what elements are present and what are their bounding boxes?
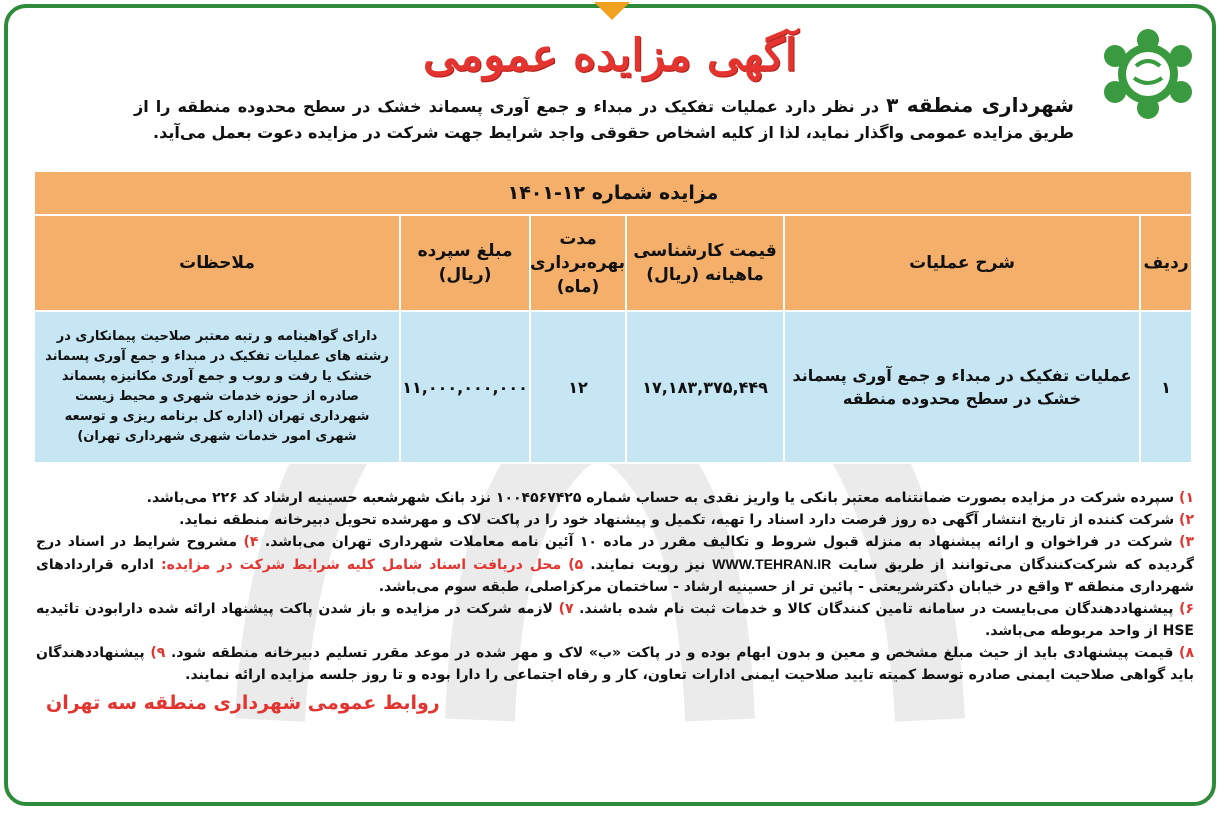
- condition-number: ۱): [1179, 490, 1194, 506]
- org-name: شهرداری منطقه ۳: [886, 93, 1075, 117]
- col-header-notes: ملاحظات: [34, 215, 400, 311]
- cell-index: ۱: [1140, 311, 1192, 463]
- tehran-municipality-logo-icon: [1088, 26, 1208, 122]
- condition-text: نیز رویت نمایند.: [590, 557, 706, 573]
- signature: روابط عمومی شهرداری منطقه سه تهران: [46, 692, 440, 714]
- condition-number: ۳): [1179, 534, 1195, 550]
- condition-text: شرکت کننده از تاریخ انتشار آگهی ده روز فرصت دارد اسناد را تهیه، تکمیل و پیشنهاد خود را در پاکت لاک و مهرشده تحویل دبیرخانه منطقه نماید.: [179, 512, 1175, 528]
- condition-text: لازمه شرکت در مزایده و باز شدن پاکت پیشنهاد ارائه شده دارابودن تائیدیه HSE از واحد مربوطه می‌باشد.: [36, 601, 1194, 639]
- condition-text: سپرده شرکت در مزایده بصورت ضمانتنامه معتبر بانکی یا واریز نقدی به حساب شماره ۱۰۰۴۵۶۷۴۲۵ نزد بانک شهرشعبه حسینیه ارشاد کد ۲۲۶ می‌باشد.: [146, 490, 1175, 506]
- condition-number: ۷): [558, 601, 574, 617]
- table-row: [34, 311, 1192, 463]
- intro-paragraph: [134, 92, 1074, 146]
- cell-duration: ۱۲: [530, 311, 626, 463]
- condition-text: شرکت در فراخوان و ارائه پیشنهاد به منزله قبول شروط و تکالیف مقرر در ماده ۱۰ آئین نامه معاملات شهرداری تهران می‌باشد.: [264, 534, 1173, 550]
- cell-deposit: ۱۱,۰۰۰,۰۰۰,۰۰۰: [400, 311, 530, 463]
- condition-number: ۶): [1179, 601, 1195, 617]
- cell-monthly-price: ۱۷,۱۸۳,۳۷۵,۴۴۹: [626, 311, 784, 463]
- condition-number: ۴): [243, 534, 259, 550]
- condition-3-4-5: [36, 531, 1194, 598]
- condition-text: مشروح شرایط در اسناد درج گردیده که شرکت‌کنندگان می‌توانند از طریق سایت: [36, 534, 1194, 573]
- table-caption: مزایده شماره ۱۲-۱۴۰۱: [34, 171, 1192, 215]
- auction-table: [33, 170, 1193, 464]
- cell-description: عملیات تفکیک در مبداء و جمع آوری پسماند خشک در سطح محدوده منطقه: [784, 311, 1140, 463]
- condition-number: ۲): [1179, 512, 1194, 528]
- website-link[interactable]: WWW.TEHRAN.IR: [712, 556, 832, 572]
- condition-text: پیشنهاددهندگان باید گواهی صلاحیت ایمنی صادره توسط کمیته تایید صلاحیت ایمنی ادارات تعاون، کار و رفاه اجتماعی را دارا بوده و تا روز جلسه مزایده ارائه نمایند.: [36, 645, 1194, 683]
- conditions-block: [36, 487, 1194, 714]
- condition-1: [36, 487, 1194, 509]
- condition-number: ۹): [150, 645, 166, 661]
- col-header-deposit: مبلغ سپرده (ریال): [400, 215, 530, 311]
- intro-text: در نظر دارد عملیات تفکیک در مبداء و جمع آوری پسماند خشک در سطح محدوده منطقه را از طریق مزایده عمومی واگذار نماید، لذا از کلیه اشخاص حقوقی واجد شرایط جهت شرکت در مزایده دعوت بعمل می‌آید.: [134, 97, 1074, 142]
- col-header-duration: مدت بهره‌برداری (ماه): [530, 215, 626, 311]
- col-header-index: ردیف: [1140, 215, 1192, 311]
- condition-text-highlight: محل دریافت اسناد شامل کلیه شرایط شرکت در مزایده:: [160, 557, 562, 573]
- condition-text: پیشنهاددهندگان می‌بایست در سامانه تامین کنندگان کالا و خدمات ثبت نام شده باشند.: [579, 601, 1174, 617]
- condition-number: ۸): [1179, 645, 1194, 661]
- condition-2: [36, 509, 1194, 531]
- top-notch: [594, 2, 630, 20]
- col-header-description: شرح عملیات: [784, 215, 1140, 311]
- condition-text: اداره قراردادهای شهرداری منطقه ۳ واقع در خیابان دکترشریعتی - پائین تر از حسینیه ارشاد - ساختمان مرکزاصلی، طبقه سوم می‌باشد.: [36, 557, 1194, 595]
- condition-number: ۵): [568, 557, 584, 573]
- cell-notes: دارای گواهینامه و رتبه معتبر صلاحیت پیمانکاری در رشته های عملیات تفکیک در مبداء و جمع آوری پسماند خشک یا رفت و روب و جمع آوری مکانیزه پسماند صادره از حوزه خدمات شهری و محیط زیست شهرداری تهران (اداره کل برنامه ریزی و توسعه شهری امور خدمات شهری شهرداری تهران): [34, 311, 400, 463]
- col-header-monthly-price: قیمت کارشناسی ماهیانه (ریال): [626, 215, 784, 311]
- condition-8-9: [36, 642, 1194, 686]
- condition-text: قیمت پیشنهادی باید از حیث مبلغ مشخص و معین و بدون ابهام بوده و در پاکت «ب» لاک و مهر شده در موعد مقرر تسلیم دبیرخانه منطقه شود.: [170, 645, 1174, 661]
- page-title: آگهی مزایده عمومی: [423, 30, 797, 81]
- condition-6-7: [36, 598, 1194, 642]
